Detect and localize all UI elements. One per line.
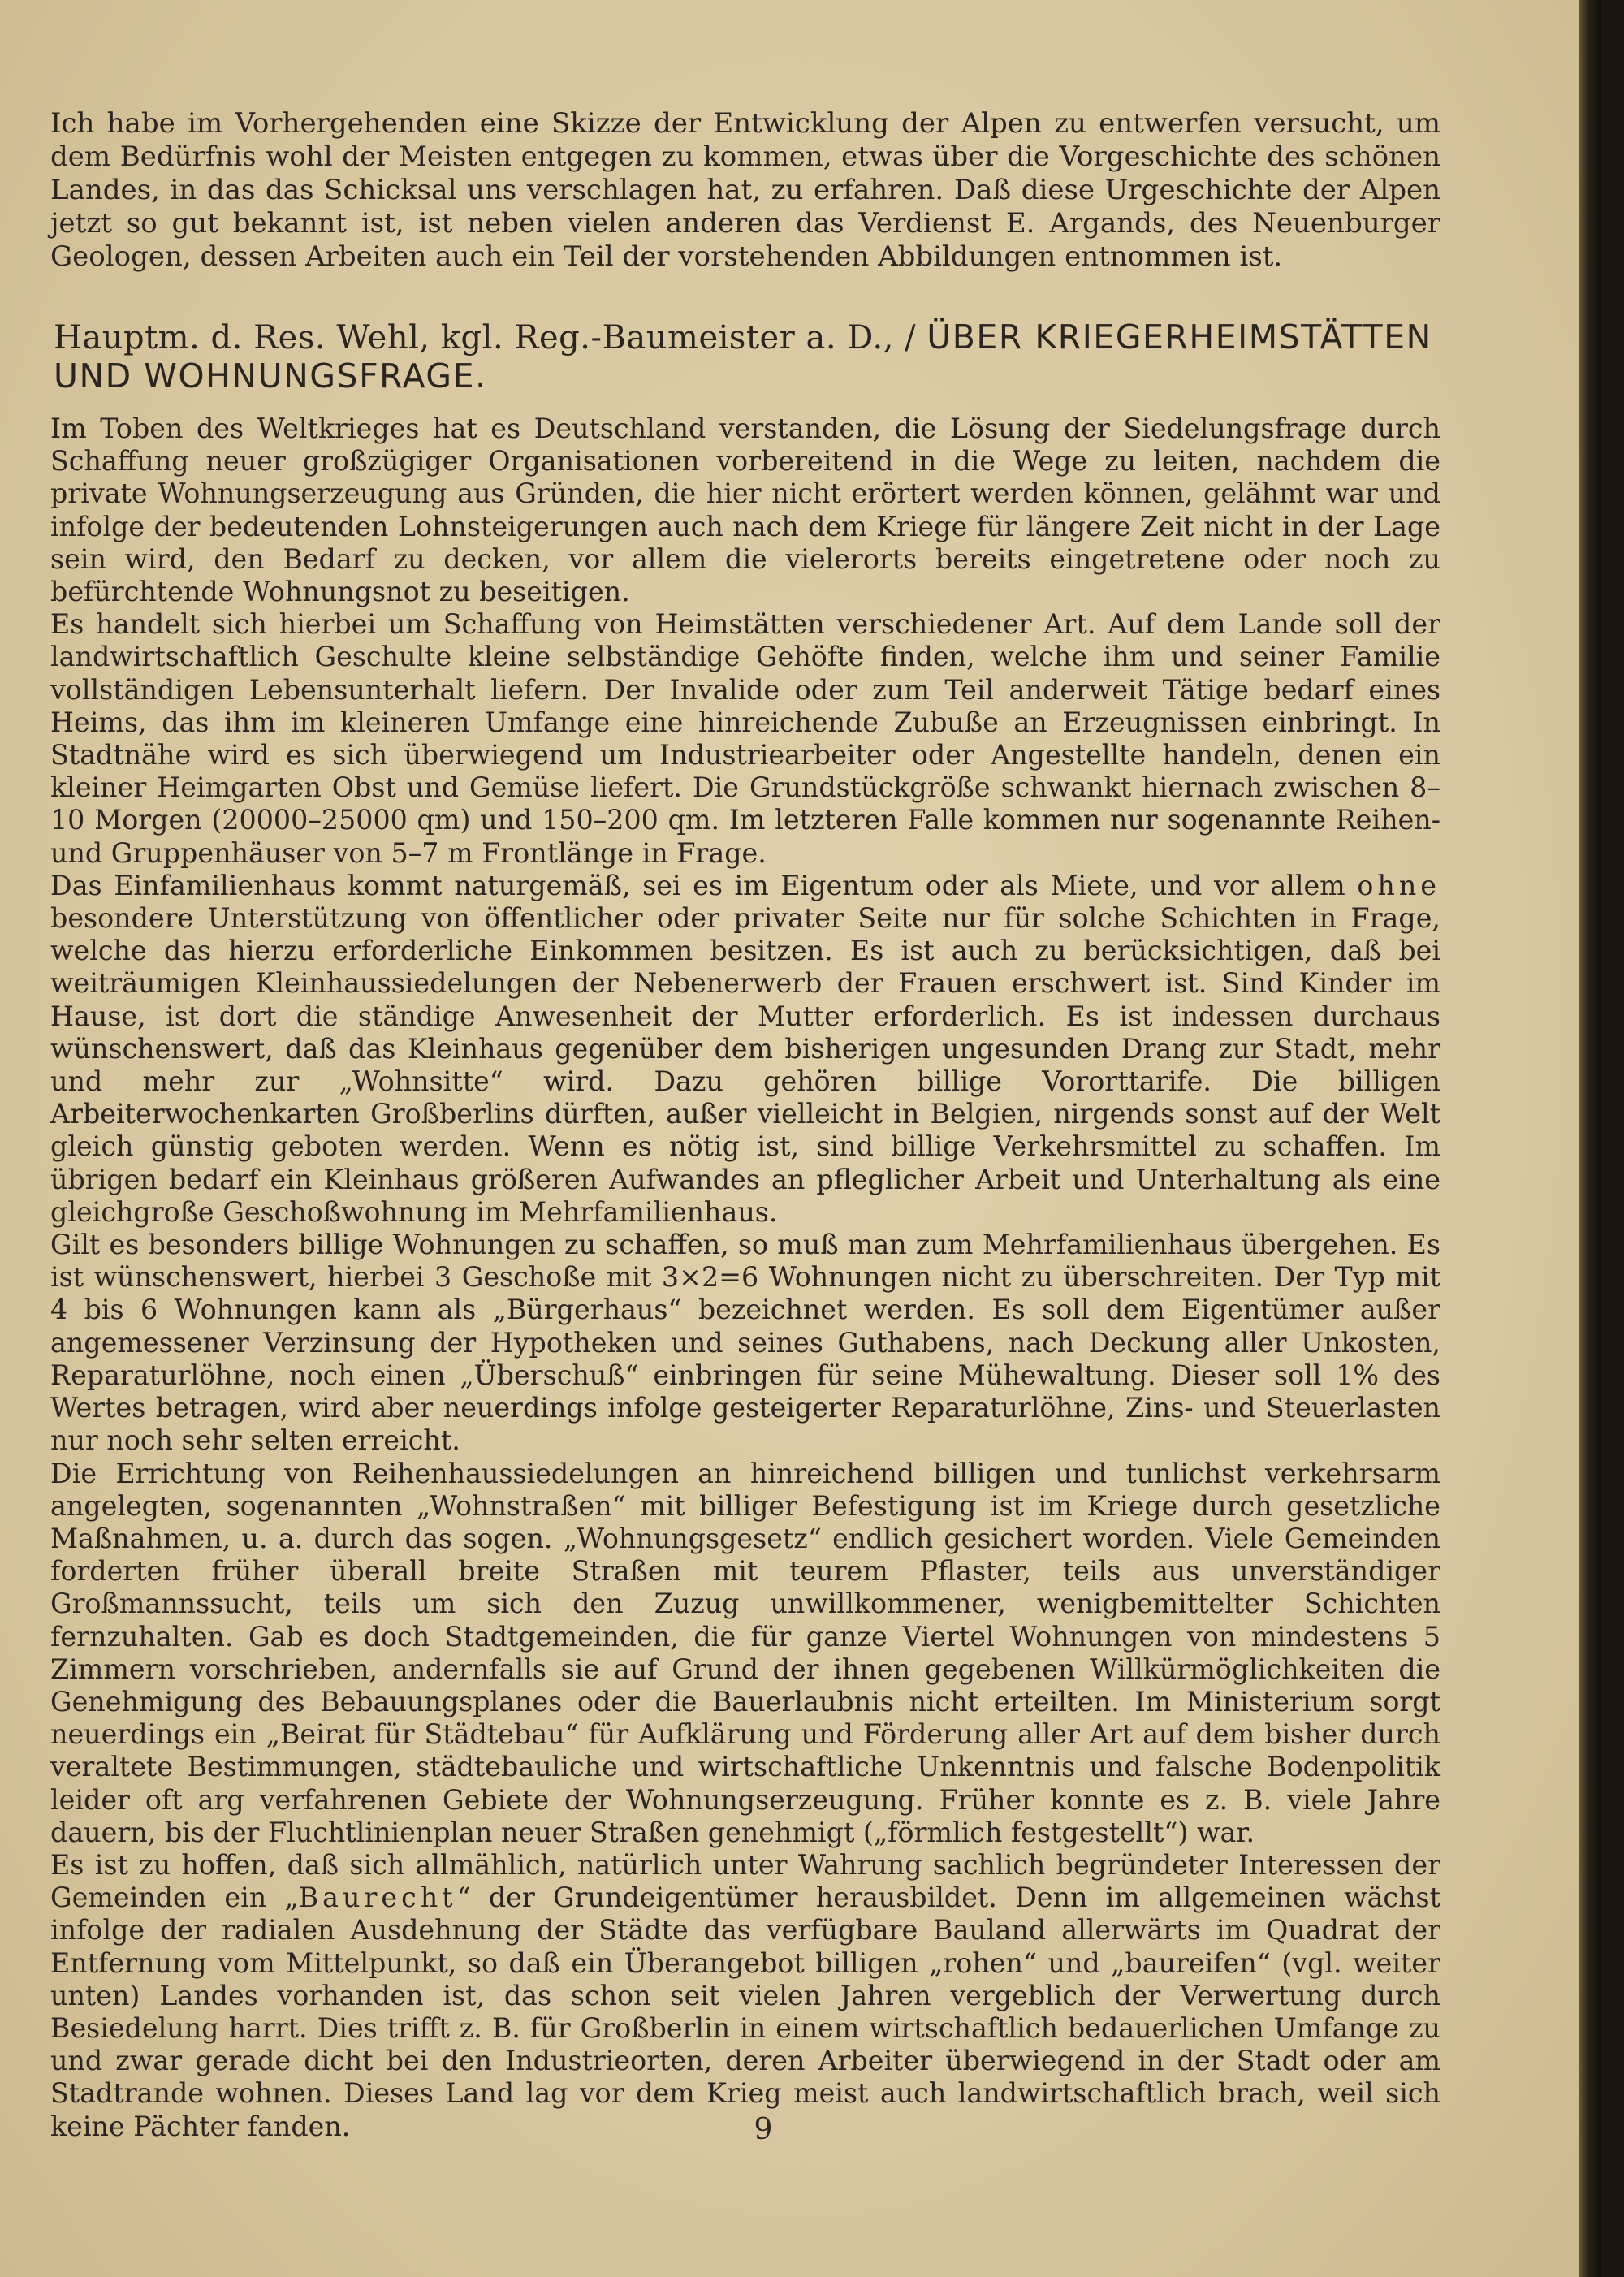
- article-title: ÜBER KRIEGERHEIMSTÄTTEN UND WOHNUNGSFRAGE.: [54, 318, 1432, 395]
- intro-text: Ich habe im Vorhergehenden eine Skizze der Entwicklung der Alpen zu entwerfen versucht, um dem Bedürfnis wohl der Meisten entgegen zu kommen, etwas über die Vorgeschichte des schönen Landes, in das das Schicksal uns verschlagen hat, zu erfahren. Daß diese Urgeschichte der Alpen jetzt so gut bekannt ist, ist neben vielen anderen das Verdienst E. Argands, des Neuenburger Geologen, dessen Arbeiten auch ein Teil der vorstehenden Abbildungen entnommen ist.: [50, 107, 1440, 273]
- article-heading: [54, 318, 1444, 396]
- paragraph-4: Gilt es besonders billige Wohnungen zu schaffen, so muß man zum Mehrfamilienhaus übergehen. Es ist wünschenswert, hierbei 3 Geschoße mit 3×2=6 Wohnungen nicht zu überschreiten. Der Typ mit 4 bis 6 Wohnungen kann als „Bürgerhaus“ bezeichnet werden. Es soll dem Eigentümer außer angemessener Verzinsung der Hypotheken und seines Guthabens, nach Deckung aller Unkosten, Reparaturlöhne, noch einen „Überschuß“ einbringen für seine Mühewaltung. Dieser soll 1% des Wertes betragen, wird aber neuerdings infolge gesteigerter Reparaturlöhne, Zins- und Steuerlasten nur noch sehr selten erreicht.: [50, 1229, 1440, 1457]
- paragraph-2: Es handelt sich hierbei um Schaffung von Heimstätten verschiedener Art. Auf dem Lande soll der landwirtschaftlich Geschulte kleine selbständige Gehöfte finden, welche ihm und seiner Familie vollständigen Lebensunterhalt liefern. Der Invalide oder zum Teil anderweit Tätige bedarf eines Heims, das ihm im kleineren Umfange eine hinreichende Zubuße an Erzeugnissen einbringt. In Stadtnähe wird es sich überwiegend um Industriearbeiter oder Angestellte handeln, denen ein kleiner Heimgarten Obst und Gemüse liefert. Die Grundstückgröße schwankt hiernach zwischen 8–10 Morgen (20000–25000 qm) und 150–200 qm. Im letzteren Falle kommen nur sogenannte Reihen- und Gruppenhäuser von 5–7 m Frontlänge in Frage.: [50, 608, 1440, 869]
- paragraph-1: Im Toben des Weltkrieges hat es Deutschland verstanden, die Lösung der Siedelungsfrage durch Schaffung neuer großzügiger Organisationen vorbereitend in die Wege zu leiten, nachdem die private Wohnungserzeugung aus Gründen, die hier nicht erörtert werden können, gelähmt war und infolge der bedeutenden Lohnsteigerungen auch nach dem Kriege für längere Zeit nicht in der Lage sein wird, den Bedarf zu decken, vor allem die vielerorts bereits eingetretene oder noch zu befürchtende Wohnungsnot zu beseitigen.: [50, 413, 1440, 608]
- paragraph-6-part-b: “ der Grundeigentümer herausbildet. Denn im allgemeinen wächst infolge der radialen Ausdehnung der Städte das verfügbare Bauland allerwärts im Quadrat der Entfernung vom Mittelpunkt, so daß ein Überangebot billigen „rohen“ und „baureifen“ (vgl. weiter unten) Landes vorhanden ist, das schon seit vielen Jahren vergeblich der Verwertung durch Besiedelung harrt. Dies trifft z. B. für Großberlin in einem wirtschaftlich bedauerlichen Umfange zu und zwar gerade dicht bei den Industrieorten, deren Arbeiter überwiegend in der Stadt oder am Stadtrande wohnen. Dieses Land lag vor dem Krieg meist auch landwirtschaftlich brach, weil sich keine Pächter fanden.: [50, 1882, 1440, 2142]
- article-author: Hauptm. d. Res. Wehl, kgl. Reg.-Baumeister a. D., /: [54, 319, 927, 356]
- page-number: 9: [754, 2113, 773, 2146]
- paragraph-3: [50, 870, 1440, 1229]
- paragraph-3-part-a: Das Einfamilienhaus kommt naturgemäß, sei es im Eigentum oder als Miete, und vor allem: [50, 869, 1358, 901]
- article-body: [50, 413, 1440, 2143]
- paragraph-3-part-b: besondere Unterstützung von öffentlicher oder privater Seite nur für solche Schichten in Frage, welche das hierzu erforderliche Einkommen besitzen. Es ist auch zu berücksichtigen, daß bei weiträumigen Kleinhaussiedelungen der Nebenerwerb der Frauen erschwert ist. Sind Kinder im Hause, ist dort die ständige Anwesenheit der Mutter erforderlich. Es ist indessen durchaus wünschenswert, daß das Kleinhaus gegenüber dem bisherigen ungesunden Drang zur Stadt, mehr und mehr zur „Wohnsitte“ wird. Dazu gehören billige Vororttarife. Die billigen Arbeiterwochenkarten Großberlins dürften, außer vielleicht in Belgien, nirgends sonst auf der Welt gleich günstig geboten werden. Wenn es nötig ist, sind billige Verkehrsmittel zu schaffen. Im übrigen bedarf ein Kleinhaus größeren Aufwandes an pfleglicher Arbeit und Unterhaltung als eine gleichgroße Geschoßwohnung im Mehrfamilienhaus.: [50, 902, 1440, 1228]
- paragraph-6-part-a: Es ist zu hoffen, daß sich allmählich, natürlich unter Wahrung sachlich begründeter Interessen der Gemeinden ein „: [50, 1848, 1440, 1914]
- paragraph-3-emphasis: ohne: [1357, 869, 1440, 901]
- paragraph-6: [50, 1849, 1440, 2143]
- intro-paragraph: [50, 107, 1440, 274]
- paragraph-5: Die Errichtung von Reihenhaussiedelungen an hinreichend billigen und tunlichst verkehrsarm angelegten, sogenannten „Wohnstraßen“ mit billiger Befestigung ist im Kriege durch gesetzliche Maßnahmen, u. a. durch das sogen. „Wohnungsgesetz“ endlich gesichert worden. Viele Gemeinden forderten früher überall breite Straßen mit teurem Pflaster, teils aus unverständiger Großmannssucht, teils um sich den Zuzug unwillkommener, wenigbemittelter Schichten fernzuhalten. Gab es doch Stadtgemeinden, die für ganze Viertel Wohnungen von mindestens 5 Zimmern vorschrieben, andernfalls sie auf Grund der ihnen gegebenen Willkürmöglichkeiten die Genehmigung des Bebauungsplanes oder die Bauerlaubnis nicht erteilten. Im Ministerium sorgt neuerdings ein „Beirat für Städtebau“ für Aufklärung und Förderung aller Art auf dem bisher durch veraltete Bestimmungen, städtebauliche und wirtschaftliche Unkenntnis und falsche Bodenpolitik leider oft arg verfahrenen Gebiete der Wohnungserzeugung. Früher konnte es z. B. viele Jahre dauern, bis der Fluchtlinienplan neuer Straßen genehmigt („förmlich festgestellt“) war.: [50, 1457, 1440, 1848]
- paragraph-6-emphasis: Baurecht: [298, 1882, 457, 1914]
- page-edge-shadow: [1579, 0, 1601, 2277]
